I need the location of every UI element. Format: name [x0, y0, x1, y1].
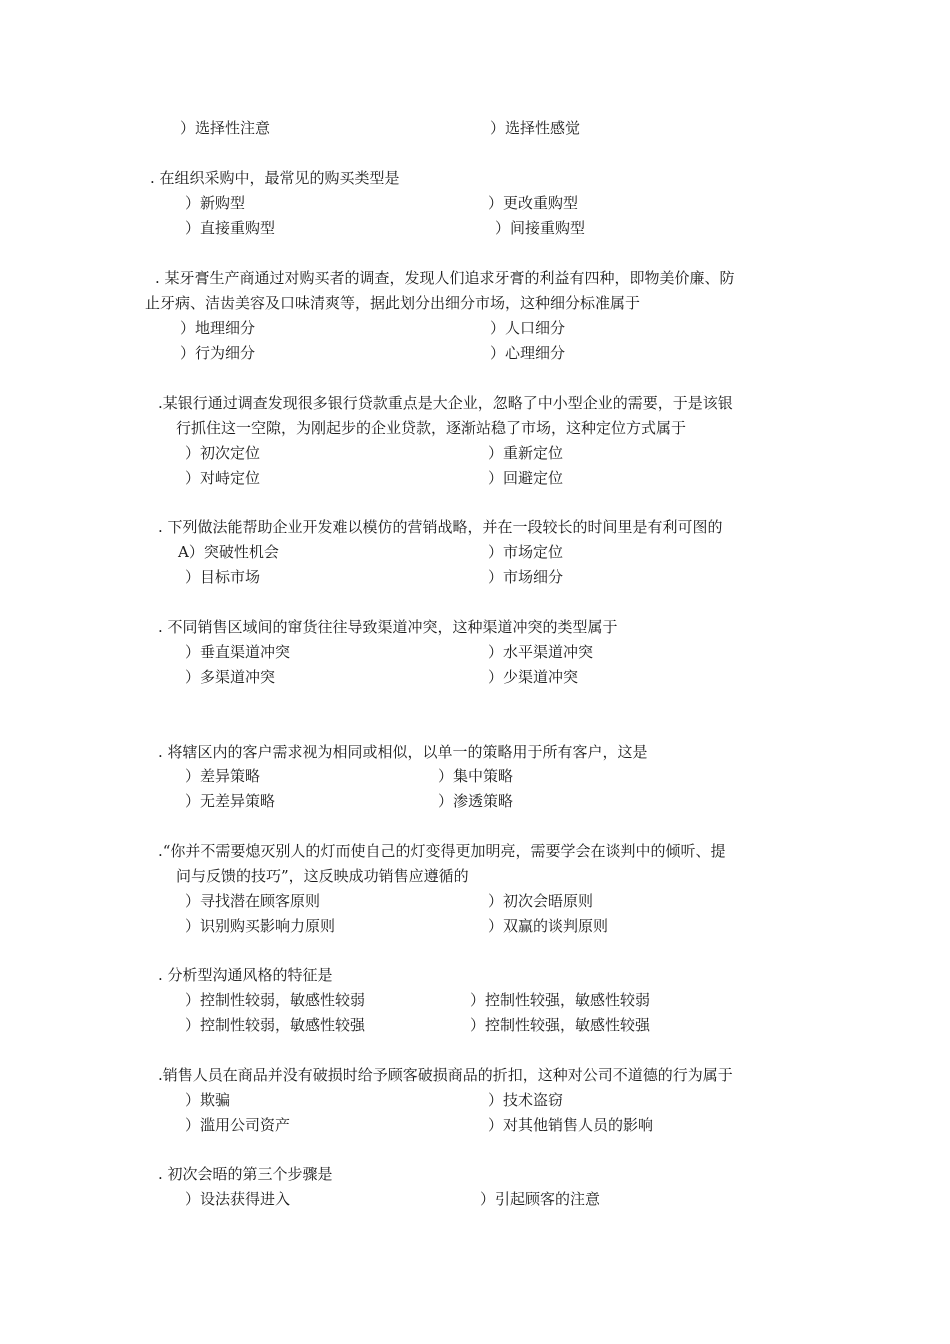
option-c: ）识别购买影响力原则: [185, 917, 336, 935]
option-a: ）选择性注意: [180, 119, 271, 137]
option-a: ）设法获得进入: [185, 1190, 291, 1208]
option-a: ）地理细分: [180, 319, 256, 337]
option-a: ）欺骗: [185, 1091, 231, 1109]
question-stem: . 下列做法能帮助企业开发难以模仿的营销战略，并在一段较长的时间里是有利可图的: [158, 518, 723, 536]
question-stem-continued: 行抓住这一空隙，为刚起步的企业贷款，逐渐站稳了市场，这种定位方式属于: [176, 419, 687, 437]
option-d: ）间接重购型: [495, 219, 586, 237]
option-a: ）寻找潜在顾客原则: [185, 892, 321, 910]
option-a: ）控制性较弱，敏感性较弱: [185, 991, 366, 1009]
question-stem: . 将辖区内的客户需求视为相同或相似，以单一的策略用于所有客户，这是: [158, 743, 648, 761]
option-d: ）回避定位: [488, 469, 564, 487]
question-stem-continued: 止牙病、洁齿美容及口味清爽等，据此划分出细分市场，这种细分标准属于: [145, 294, 641, 312]
option-c: ）行为细分: [180, 344, 256, 362]
question-stem: . 分析型沟通风格的特征是: [158, 966, 333, 984]
option-b: ）更改重购型: [488, 194, 579, 212]
question-stem: .销售人员在商品并没有破损时给予顾客破损商品的折扣，这种对公司不道德的行为属于: [158, 1066, 733, 1084]
option-a: A）突破性机会: [178, 543, 279, 561]
question-stem: . 不同销售区域间的窜货往往导致渠道冲突，这种渠道冲突的类型属于: [158, 618, 618, 636]
question-stem: . 在组织采购中，最常见的购买类型是: [150, 169, 400, 187]
option-c: ）直接重购型: [185, 219, 276, 237]
question-stem: . 某牙膏生产商通过对购买者的调查，发现人们追求牙膏的利益有四种，即物美价廉、防: [155, 269, 735, 287]
option-d: ）心理细分: [490, 344, 566, 362]
option-c: ）滥用公司资产: [185, 1116, 291, 1134]
option-b: ）技术盗窃: [488, 1091, 564, 1109]
question-stem-continued: 问与反馈的技巧”，这反映成功销售应遵循的: [176, 867, 469, 885]
option-b: ）人口细分: [490, 319, 566, 337]
option-b: ）集中策略: [438, 767, 514, 785]
option-b: ）控制性较强，敏感性较弱: [470, 991, 651, 1009]
option-b: ）水平渠道冲突: [488, 643, 594, 661]
option-d: ）渗透策略: [438, 792, 514, 810]
option-d: ）双赢的谈判原则: [488, 917, 609, 935]
option-d: ）控制性较强，敏感性较强: [470, 1016, 651, 1034]
question-stem: .某银行通过调查发现很多银行贷款重点是大企业，忽略了中小型企业的需要，于是该银: [158, 394, 733, 412]
option-b: ）引起顾客的注意: [480, 1190, 601, 1208]
option-a: ）垂直渠道冲突: [185, 643, 291, 661]
option-c: ）控制性较弱，敏感性较强: [185, 1016, 366, 1034]
option-a: ）差异策略: [185, 767, 261, 785]
option-b: ）市场定位: [488, 543, 564, 561]
option-a: ）初次定位: [185, 444, 261, 462]
option-b: ）初次会晤原则: [488, 892, 594, 910]
option-c: ）多渠道冲突: [185, 668, 276, 686]
option-d: ）少渠道冲突: [488, 668, 579, 686]
option-d: ）市场细分: [488, 568, 564, 586]
option-c: ）目标市场: [185, 568, 261, 586]
option-a: ）新购型: [185, 194, 246, 212]
option-b: ）重新定位: [488, 444, 564, 462]
option-c: ）对峙定位: [185, 469, 261, 487]
question-stem: .“你并不需要熄灭别人的灯而使自己的灯变得更加明亮，需要学会在谈判中的倾听、提: [158, 842, 726, 860]
question-stem: . 初次会晤的第三个步骤是: [158, 1165, 333, 1183]
option-b: ）选择性感觉: [490, 119, 581, 137]
option-c: ）无差异策略: [185, 792, 276, 810]
option-d: ）对其他销售人员的影响: [488, 1116, 654, 1134]
